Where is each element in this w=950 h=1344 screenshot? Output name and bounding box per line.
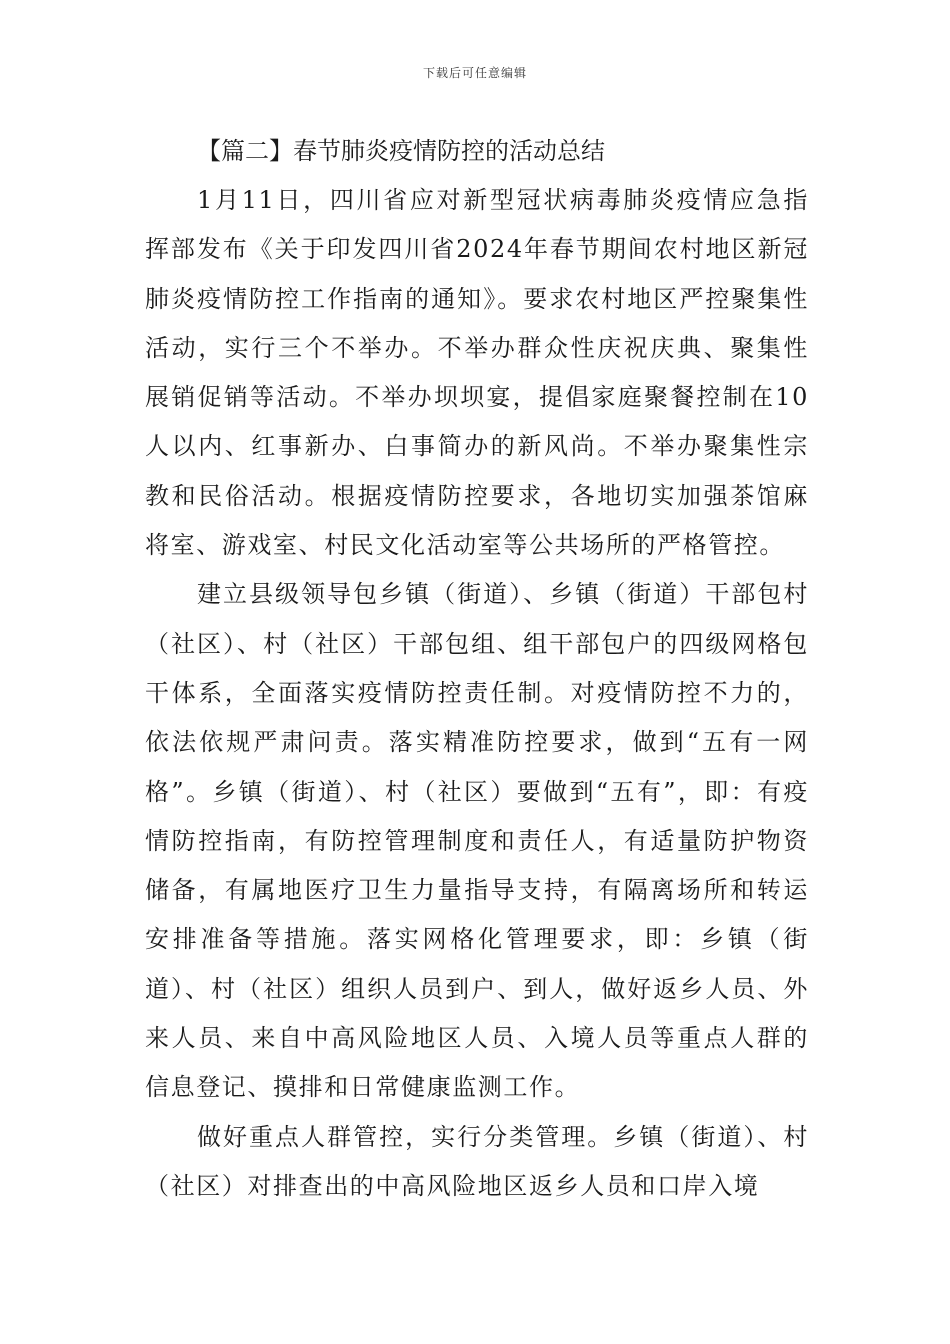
article-body [145, 126, 809, 1211]
article-title: 【篇二】春节肺炎疫情防控的活动总结 [197, 137, 605, 165]
paragraph: 建立县级领导包乡镇（街道）、乡镇（街道）干部包村（社区）、村（社区）干部包组、组干部包户的四级网格包干体系，全面落实疫情防控责任制。对疫情防控不力的，依法依规严肃问责。落实精准防控要求，做到“五有一网格”。乡镇（街道）、村（社区）要做到“五有”，即：有疫情防控指南，有防控管理制度和责任人，有适量防护物资储备，有属地医疗卫生力量指导支持，有隔离场所和转运安排准备等措施。落实网格化管理要求，即：乡镇（街道）、村（社区）组织人员到户、到人，做好返乡人员、外来人员、来自中高风险地区人员、入境人员等重点人群的信息登记、摸排和日常健康监测工作。 [145, 580, 809, 1102]
paragraph: 1月11日，四川省应对新型冠状病毒肺炎疫情应急指挥部发布《关于印发四川省2024年春节期间农村地区新冠肺炎疫情防控工作指南的通知》。要求农村地区严控聚集性活动，实行三个不举办。不举办群众性庆祝庆典、聚集性展销促销等活动。不举办坝坝宴，提倡家庭聚餐控制在10人以内、红事新办、白事简办的新风尚。不举办聚集性宗教和民俗活动。根据疫情防控要求，各地切实加强茶馆麻将室、游戏室、村民文化活动室等公共场所的严格管控。 [145, 186, 809, 560]
paragraph: 做好重点人群管控，实行分类管理。乡镇（街道）、村（社区）对排查出的中高风险地区返乡人员和口岸入境 [145, 1122, 809, 1200]
page-header-note: 下载后可任意编辑 [422, 66, 527, 80]
